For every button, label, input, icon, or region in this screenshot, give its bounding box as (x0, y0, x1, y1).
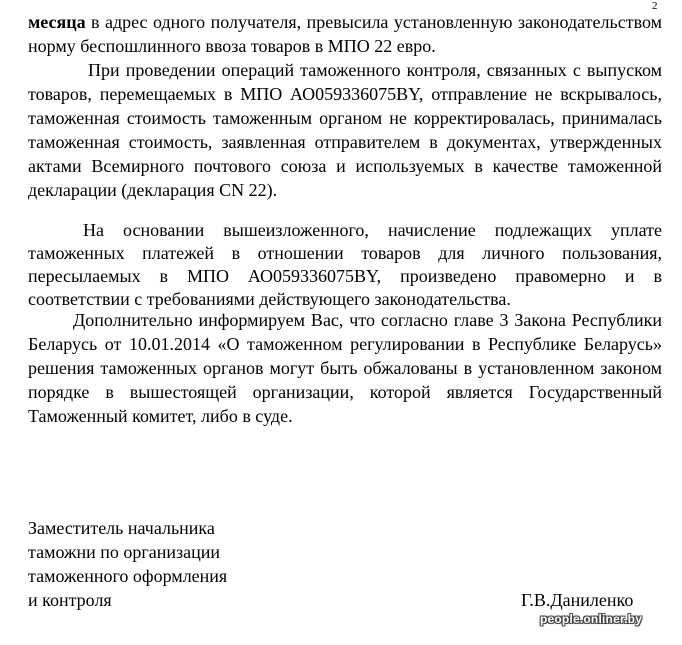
watermark: people.onliner.by (540, 612, 643, 626)
paragraph-4: Дополнительно информируем Вас, что согласно главе 3 Закона Республики Беларусь от 10.01.2014 «О таможенном регулировании в Республике Беларусь» решения таможенных органов могут быть обжалованы в установленном законом порядке в вышестоящей организации, которой является Государственный Таможенный комитет, либо в суде. (28, 310, 662, 426)
signer-name: Г.В.Даниленко (521, 590, 634, 610)
paragraph-1 (28, 10, 662, 58)
page-number: 2 (652, 0, 658, 12)
signature-title-line: Заместитель начальника (28, 518, 215, 538)
signature-title-line: и контроля (28, 590, 112, 610)
paragraph-1-text: в адрес одного получателя, превысила установленную законодательством норму беспошлинного ввоза товаров в МПО 22 евро. (28, 12, 662, 56)
paragraph-2: При проведении операций таможенного контроля, связанных с выпуском товаров, перемещаемых в МПО АО059336075BY, отправление не вскрывалось, таможенная стоимость таможенным органом не корректировалась, принималась таможенная стоимость, заявленная отправителем в документах, утвержденных актами Всемирного почтового союза и используемых в качестве таможенной декларации (декларация CN 22). (28, 60, 662, 200)
paragraph-1-bold-word: месяца (28, 12, 86, 32)
signature-title-line: таможни по организации (28, 542, 220, 562)
signature-title-line: таможенного оформления (28, 566, 228, 586)
signature-title-block (28, 516, 227, 612)
paragraph-3: На основании вышеизложенного, начисление подлежащих уплате таможенных платежей в отношении товаров для личного пользования, пересылаемых в МПО АО059336075BY, произведено правомерно и в соответствии с требованиями действующего законодательства. (28, 220, 662, 309)
